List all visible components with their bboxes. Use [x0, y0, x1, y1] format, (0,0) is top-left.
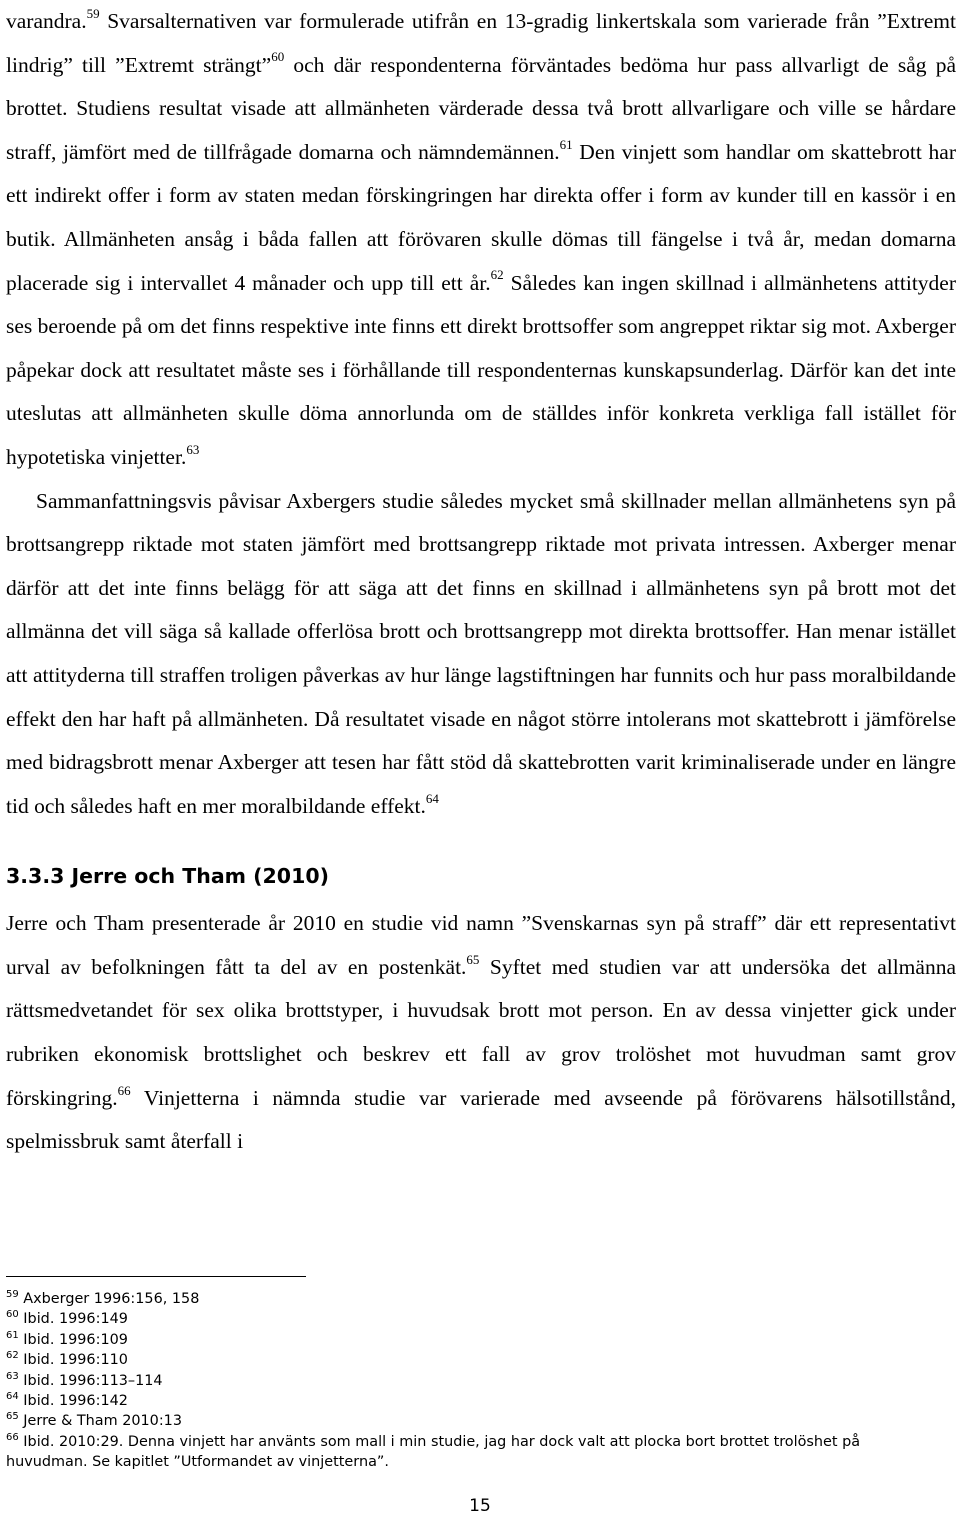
footnote-ref-65: 65	[466, 951, 480, 967]
footnote-62	[6, 1350, 946, 1370]
footnote-63	[6, 1371, 946, 1391]
footnote-64	[6, 1391, 946, 1411]
footnote-ref-60: 60	[271, 49, 285, 65]
footnote-separator	[6, 1276, 306, 1277]
footnote-ref-63: 63	[186, 441, 200, 457]
footnote-text: Ibid. 1996:110	[18, 1352, 128, 1369]
footnote-61	[6, 1330, 946, 1350]
footnote-number: 65	[6, 1411, 19, 1423]
paragraph-1	[6, 0, 956, 480]
footnote-number: 61	[6, 1330, 19, 1342]
section-heading: 3.3.3 Jerre och Tham (2010)	[6, 864, 329, 889]
footnote-text: Ibid. 1996:113–114	[18, 1372, 163, 1389]
footnote-59	[6, 1289, 946, 1309]
paragraph-3-text-3: Vinjetterna i nämnda studie var varierade med avseende på förövarens hälsotillstånd, spelmissbruk samt återfall i	[6, 1085, 956, 1154]
paragraph-3-text-1: Jerre och Tham presenterade år 2010 en studie vid namn ”Svenskarnas syn på straff” där ett representativt urval av befolkningen fått ta del av en postenkät.	[6, 911, 956, 979]
paragraph-3	[6, 902, 956, 1164]
footnote-text: Ibid. 1996:142	[18, 1393, 128, 1410]
paragraph-2-text-1: Sammanfattningsvis påvisar Axbergers studie således mycket små skillnader mellan allmänhetens syn på brottsangrepp riktade mot staten jämfört med brottsangrepp riktade mot privata intressen. Axberger menar därför att det inte finns belägg för att säga att det finns en skillnad i allmänhetens syn på brott mot det allmänna det vill säga så kallade offerlösa brott och brottsangrepp mot direkta brottsoffer. Han menar istället att attityderna till straffen troligen påverkas av hur länge lagstiftningen har funnits och hur pass moralbildande effekt den har haft på allmänheten. Då resultatet visade en något större intolerans mot skattebrott i jämförelse med bidragsbrott menar Axberger att tesen har fått stöd då skattebrotten varit kriminaliserade under en längre tid och således haft en mer moralbildande effekt.	[6, 488, 956, 818]
footnotes	[6, 1289, 946, 1473]
paragraph-1-text-3: och där respondenterna förväntades bedöma hur pass allvarligt de såg på brottet. Studiens resultat visade att allmänheten värderade dessa två brott allvarligare och ville se hårdare straff, jämfört med de tillfrågade domarna och nämndemännen.	[6, 52, 957, 164]
footnote-number: 63	[6, 1370, 19, 1382]
footnote-ref-62: 62	[490, 267, 504, 283]
paragraph-2	[6, 480, 956, 829]
footnote-ref-64: 64	[425, 790, 439, 806]
footnote-number: 62	[6, 1350, 19, 1362]
footnote-text: Jerre & Tham 2010:13	[18, 1413, 182, 1430]
document-page	[6, 0, 956, 1164]
footnote-text: Ibid. 1996:109	[18, 1331, 128, 1348]
footnote-65	[6, 1411, 946, 1431]
footnote-60	[6, 1309, 946, 1329]
footnote-ref-66: 66	[117, 1082, 131, 1098]
paragraph-3-text-2: Syftet med studien var att undersöka det allmänna rättsmedvetandet för sex olika brottstyper, i huvudsak brott mot person. En av dessa vinjetter gick under rubriken ekonomisk brottslighet och beskrev ett fall av grov trolöshet mot huvudman samt grov förskingring.	[6, 954, 956, 1110]
footnote-number: 66	[6, 1432, 19, 1444]
footnote-text: Axberger 1996:156, 158	[18, 1291, 200, 1307]
footnote-ref-59: 59	[86, 5, 100, 21]
footnote-text: Ibid. 1996:149	[18, 1311, 128, 1328]
footnote-text: Ibid. 2010:29. Denna vinjett har använts som mall i min studie, jag har dock valt att plocka bort brottet trolöshet på huvudman. Se kapitlet ”Utformandet av vinjetterna”.	[6, 1433, 861, 1471]
footnote-number: 59	[6, 1289, 19, 1301]
footnote-ref-61: 61	[559, 136, 573, 152]
paragraph-1-text-4: Den vinjett som handlar om skattebrott har ett indirekt offer i form av staten medan förskingringen har direkta offer i form av kunder till en kassör i en butik. Allmänheten ansåg i båda fallen att förövaren skulle dömas till fängelse i två år, medan domarna placerade sig i intervallet 4 månader och upp till ett år.	[6, 139, 956, 295]
paragraph-1-text-1: varandra.	[6, 9, 87, 33]
paragraph-1-text-2: Svarsalternativen var formulerade utifrån en 13-gradig linkertskala som varierade från ”Extremt lindrig” till ”Extremt strängt”	[6, 9, 956, 77]
footnote-66	[6, 1432, 946, 1473]
paragraph-1-text-5: Således kan ingen skillnad i allmänhetens attityder ses beroende på om det finns respektive inte finns ett direkt brottsoffer som angreppet riktar sig mot. Axberger påpekar dock att resultatet måste ses i förhållande till respondenternas kunskapsunderlag. Därför kan det inte uteslutas att allmänheten skulle döma annorlunda om de ställdes inför konkreta verkliga fall istället för hypotetiska vinjetter.	[6, 270, 956, 469]
footnote-number: 60	[6, 1309, 19, 1321]
footnote-number: 64	[6, 1391, 19, 1403]
page-number: 15	[469, 1496, 491, 1516]
